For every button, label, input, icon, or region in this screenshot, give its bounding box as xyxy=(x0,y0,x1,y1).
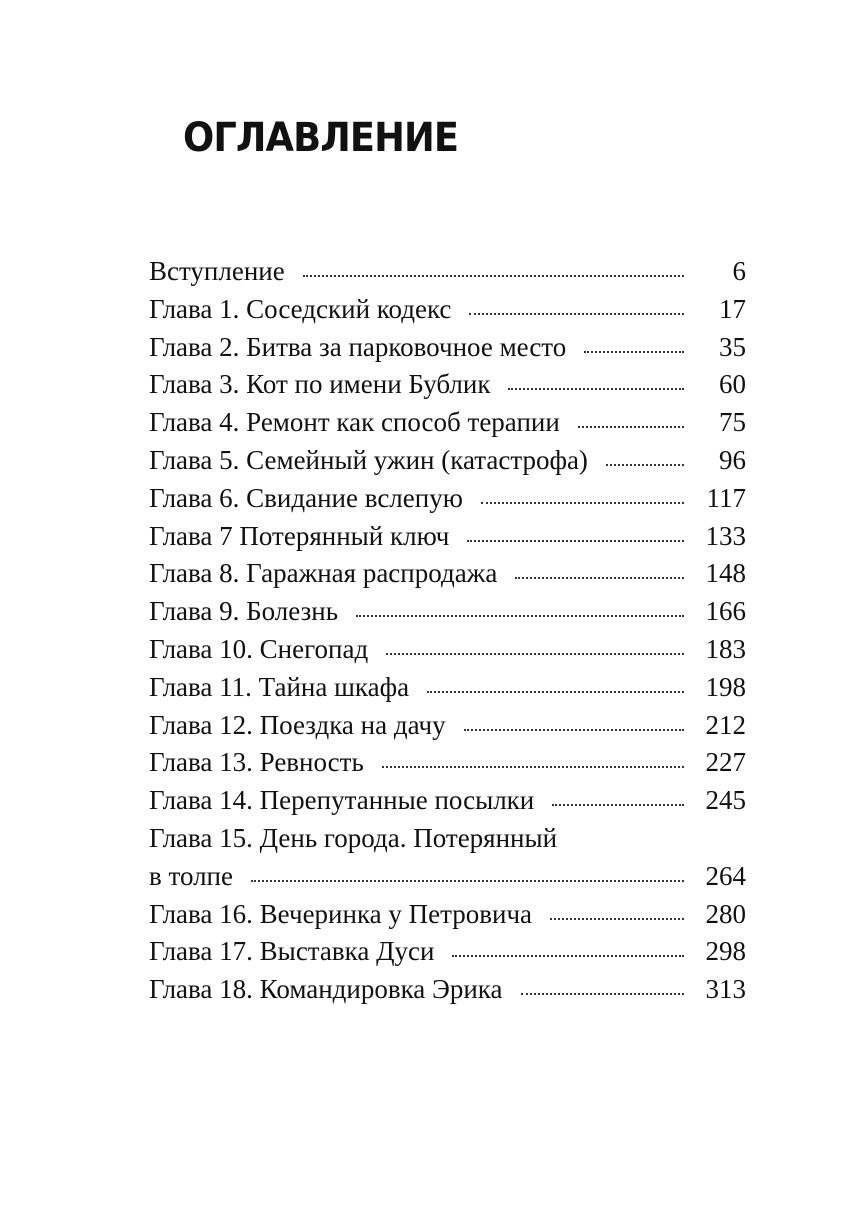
toc-entry-chapter-16[interactable] xyxy=(149,896,746,934)
toc-entry-title: Глава 6. Свидание вслепую xyxy=(149,482,463,513)
dot-leader xyxy=(251,865,684,885)
dot-leader xyxy=(386,638,684,658)
toc-entry-page: 245 xyxy=(705,785,746,816)
toc-entry-chapter-8[interactable] xyxy=(149,555,746,593)
toc-entry-chapter-10[interactable] xyxy=(149,631,746,669)
toc-entry-title: Глава 10. Снегопад xyxy=(149,633,369,664)
toc-entry-title: Глава 16. Вечеринка у Петровича xyxy=(149,898,533,929)
toc-entry-page: 6 xyxy=(732,256,746,286)
dot-leader xyxy=(550,903,684,923)
dot-leader xyxy=(356,600,684,620)
dot-leader xyxy=(508,373,684,393)
toc-entry-title: Глава 14. Перепутанные посылки xyxy=(149,785,535,816)
toc-entry-page: 148 xyxy=(705,558,746,589)
dot-leader xyxy=(584,336,684,356)
table-of-contents xyxy=(149,253,746,1009)
toc-entry-title: Глава 8. Гаражная распродажа xyxy=(149,558,498,589)
toc-entry-chapter-13[interactable] xyxy=(149,744,746,782)
toc-entry-chapter-6[interactable] xyxy=(149,480,746,518)
dot-leader xyxy=(452,940,684,960)
dot-leader xyxy=(303,260,684,280)
dot-leader xyxy=(469,298,684,318)
dot-leader xyxy=(578,411,684,431)
toc-entry-title: Глава 13. Ревность xyxy=(149,747,364,778)
toc-entry-page: 17 xyxy=(719,293,746,324)
toc-entry-title: Глава 11. Тайна шкафа xyxy=(149,671,410,702)
toc-entry-title: Глава 1. Соседский кодекс xyxy=(149,293,452,324)
toc-entry-chapter-5[interactable] xyxy=(149,442,746,480)
toc-entry-chapter-18[interactable] xyxy=(149,971,746,1009)
toc-entry-page: 60 xyxy=(719,369,746,400)
toc-entry-page: 227 xyxy=(705,747,746,778)
toc-entry-chapter-7[interactable] xyxy=(149,518,746,556)
toc-entry-page: 133 xyxy=(705,520,746,551)
toc-entry-chapter-9[interactable] xyxy=(149,593,746,631)
dot-leader xyxy=(515,562,684,582)
toc-entry-page: 298 xyxy=(705,936,746,967)
toc-entry-chapter-17[interactable] xyxy=(149,933,746,971)
dot-leader xyxy=(481,487,684,507)
toc-entry-title: Глава 17. Выставка Дуси xyxy=(149,936,435,967)
toc-entry-chapter-14[interactable] xyxy=(149,782,746,820)
toc-entry-title-line1: Глава 15. День города. Потерянный xyxy=(149,822,558,853)
toc-entry-page: 264 xyxy=(705,860,746,891)
toc-entry-chapter-12[interactable] xyxy=(149,707,746,745)
toc-entry-page: 35 xyxy=(719,331,746,362)
toc-entry-page: 117 xyxy=(706,482,746,513)
dot-leader xyxy=(606,449,684,469)
contents-heading: ОГЛАВЛЕНИЕ xyxy=(183,115,459,161)
dot-leader xyxy=(521,978,685,998)
toc-entry-title: Глава 7 Потерянный ключ xyxy=(149,520,450,551)
toc-entry-title: Глава 4. Ремонт как способ терапии xyxy=(149,407,560,438)
toc-entry-chapter-1[interactable] xyxy=(149,291,746,329)
toc-entry-page: 198 xyxy=(705,671,746,702)
toc-entry-title: Глава 18. Командировка Эрика xyxy=(149,974,503,1005)
toc-entry-chapter-2[interactable] xyxy=(149,329,746,367)
toc-entry-page: 280 xyxy=(705,898,746,929)
toc-entry-page: 166 xyxy=(705,596,746,627)
toc-entry-chapter-4[interactable] xyxy=(149,404,746,442)
toc-entry-page: 96 xyxy=(719,444,746,475)
toc-entry-title: Глава 9. Болезнь xyxy=(149,596,339,627)
toc-entry-page: 313 xyxy=(705,974,746,1005)
dot-leader xyxy=(464,714,684,734)
toc-entry-page: 212 xyxy=(705,709,746,740)
toc-entry-title: Вступление xyxy=(149,256,285,286)
dot-leader xyxy=(552,789,684,809)
toc-entry-chapter-11[interactable] xyxy=(149,669,746,707)
toc-entry-title: Глава 2. Битва за парковочное место xyxy=(149,331,567,362)
toc-entry-title: Глава 3. Кот по имени Бублик xyxy=(149,369,491,400)
dot-leader xyxy=(382,751,684,771)
dot-leader xyxy=(427,676,684,696)
toc-entry-intro[interactable] xyxy=(149,253,746,291)
toc-entry-title: Глава 5. Семейный ужин (катастрофа) xyxy=(149,444,588,475)
toc-entry-page: 183 xyxy=(705,633,746,664)
toc-entry-chapter-3[interactable] xyxy=(149,366,746,404)
toc-entry-title: Глава 12. Поездка на дачу xyxy=(149,709,446,740)
toc-entry-page: 75 xyxy=(719,407,746,438)
toc-entry-chapter-15[interactable] xyxy=(149,820,746,896)
toc-entry-title-line2: в толпе xyxy=(149,860,233,891)
dot-leader xyxy=(467,525,684,545)
